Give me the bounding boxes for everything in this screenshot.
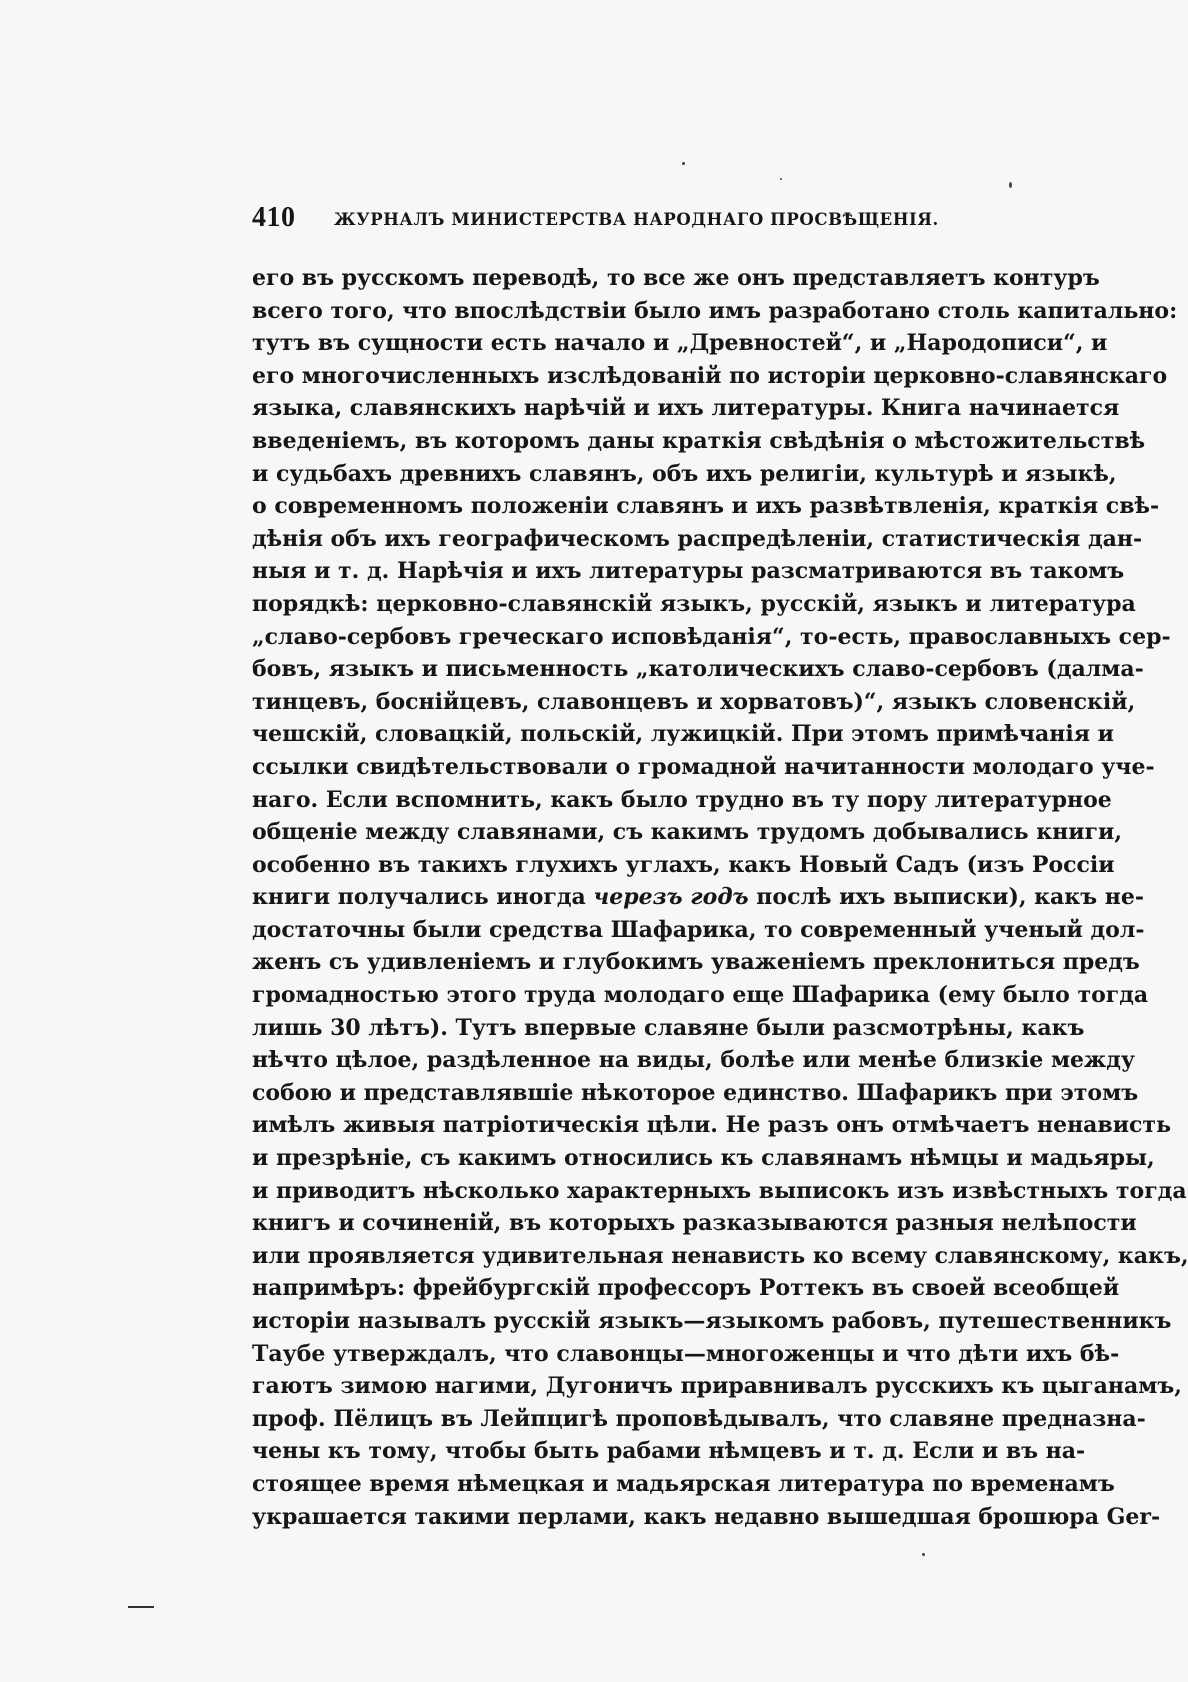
text-segment: книги получались иногда (252, 884, 586, 911)
text-line: всего того, что впослѣдствіи было имъ разработано столь капитально: (252, 297, 1178, 324)
text-line: ссылки свидѣтельствовали о громадной начитанности молодаго уче- (252, 753, 1155, 780)
text-line: украшается такими перлами, какъ недавно вышедшая брошюра Ger- (252, 1503, 1161, 1530)
text-line: и презрѣніе, съ какимъ относились къ славянамъ нѣмцы и мадьяры, (252, 1145, 1155, 1172)
text-line: введеніемъ, въ которомъ даны краткія свѣдѣнія о мѣстожительствѣ (252, 427, 1146, 454)
italic-emphasis: черезъ годъ (593, 884, 749, 911)
text-line: тинцевъ, боснійцевъ, славонцевъ и хорватовъ)“, языкъ словенскій, (252, 688, 1136, 715)
text-line: особенно въ такихъ глухихъ углахъ, какъ Новый Садъ (изъ Россіи (252, 851, 1115, 878)
text-line: его многочисленныхъ изслѣдованій по исторіи церковно-славянскаго (252, 362, 1168, 389)
text-line: чешскій, словацкій, польскій, лужицкій. При этомъ примѣчанія и (252, 721, 1114, 748)
text-line: и приводитъ нѣсколько характерныхъ выписокъ изъ извѣстныхъ тогда (252, 1177, 1187, 1204)
text-line: общеніе между славянами, съ какимъ трудомъ добывались книги, (252, 819, 1122, 846)
text-line: достаточны были средства Шафарика, то современный ученый дол- (252, 916, 1145, 943)
text-segment: послѣ ихъ выписки), какъ не- (756, 884, 1144, 911)
text-line: порядкѣ: церковно-славянскій языкъ, русскій, языкъ и литература (252, 590, 1136, 617)
text-line: громадностью этого труда молодаго еще Шафарика (ему было тогда (252, 982, 1149, 1009)
text-line: собою и представлявшіе нѣкоторое единство. Шафарикъ при этомъ (252, 1079, 1139, 1106)
scan-speck (682, 162, 685, 165)
text-line: или проявляется удивительная ненависть ко всему славянскому, какъ, (252, 1242, 1188, 1269)
text-line-with-italic (252, 881, 1144, 914)
text-line: его въ русскомъ переводѣ, то все же онъ представляетъ контуръ (252, 265, 1100, 291)
scan-dash-mark (128, 1606, 154, 1608)
text-line: нѣчто цѣлое, раздѣленное на виды, болѣе или менѣе близкіе между (252, 1047, 1136, 1074)
text-line: напримѣръ: фрейбургскій профессоръ Роттекъ въ своей всеобщей (252, 1275, 1120, 1302)
text-line: гаютъ зимою нагими, Дугоничъ приравнивалъ русскихъ къ цыганамъ, (252, 1373, 1182, 1400)
text-line: чены къ тому, чтобы быть рабами нѣмцевъ и т. д. Если и въ на- (252, 1438, 1086, 1465)
text-line: ныя и т. д. Нарѣчія и ихъ литературы разсматриваются въ такомъ (252, 558, 1125, 585)
body-text (252, 262, 1188, 1533)
text-line: бовъ, языкъ и письменность „католическихъ славо-сербовъ (далма- (252, 656, 1144, 683)
scan-speck (1009, 182, 1012, 188)
text-line: Таубе утверждалъ, что славонцы—многоженцы и что дѣти ихъ бѣ- (252, 1340, 1120, 1367)
text-line: тутъ въ сущности есть начало и „Древностей“, и „Народописи“, и (252, 330, 1108, 357)
text-line: исторіи называлъ русскій языкъ—языкомъ рабовъ, путешественникъ (252, 1308, 1172, 1334)
running-header (252, 202, 939, 242)
page-number: 410 (252, 202, 296, 233)
scan-speck (780, 178, 782, 180)
scan-speck (922, 1553, 925, 1556)
text-line: и судьбахъ древнихъ славянъ, объ ихъ религіи, культурѣ и языкѣ, (252, 460, 1117, 487)
text-line: наго. Если вспомнить, какъ было трудно въ ту пору литературное (252, 786, 1112, 813)
text-line: проф. Пёлицъ въ Лейпцигѣ проповѣдывалъ, что славяне предназна- (252, 1405, 1146, 1432)
text-line: женъ съ удивленіемъ и глубокимъ уваженіемъ преклониться предъ (252, 949, 1140, 976)
text-line: книгъ и сочиненій, въ которыхъ разказываются разныя нелѣпости (252, 1210, 1137, 1237)
text-line: „славо-сербовъ греческаго исповѣданія“, то-есть, православныхъ сер- (252, 623, 1171, 650)
text-line: дѣнія объ ихъ географическомъ распредѣленіи, статистическія дан- (252, 525, 1143, 552)
running-title: ЖУРНАЛЪ МИНИСТЕРСТВА НАРОДНАГО ПРОСВѢЩЕНІЯ. (334, 210, 939, 229)
text-line: имѣлъ живыя патріотическія цѣли. Не разъ онъ отмѣчаетъ ненависть (252, 1112, 1171, 1139)
text-line: стоящее время нѣмецкая и мадьярская литература по временамъ (252, 1470, 1115, 1497)
text-line: о современномъ положеніи славянъ и ихъ развѣтвленія, краткія свѣ- (252, 493, 1160, 520)
text-line: языка, славянскихъ нарѣчій и ихъ литературы. Книга начинается (252, 395, 1120, 422)
text-line: лишь 30 лѣтъ). Тутъ впервые славяне были разсмотрѣны, какъ (252, 1014, 1085, 1041)
